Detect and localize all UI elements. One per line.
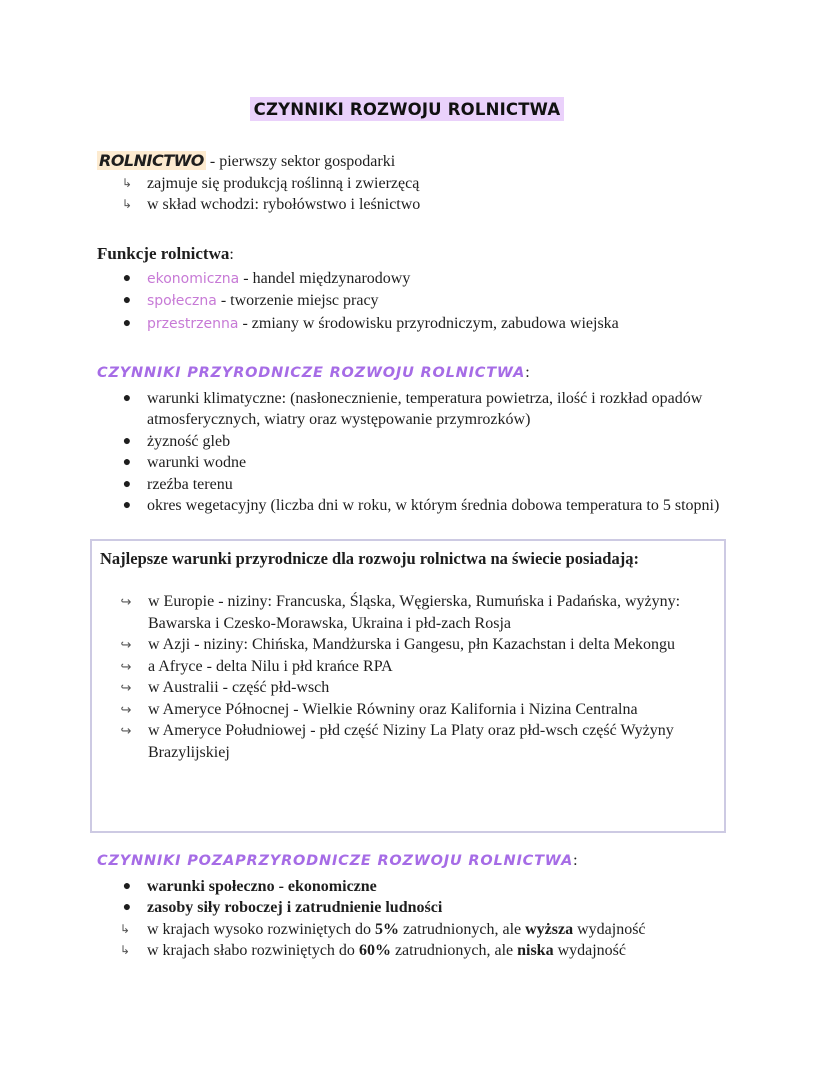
przyrodnicze-section: CZYNNIKI PRZYRODNICZE ROZWOJU ROLNICTWA: ● warunki klimatyczne: (nasłonecznienie, temperatura powietrza, ilość i rozkład opadów atmosferycznych, wiatry oraz występowanie przymrozków) ● żyzność gleb ● warunki wodne ● rzeźba terenu ● okres wegetacyjny (liczba dni w roku, w którym średnia dobowa temperatura to 5 stopni): [97, 362, 747, 517]
list-item: ↪ w Azji - niziny: Chińska, Mandżurska i Gangesu, płn Kazachstan i delta Mekongu: [100, 634, 720, 656]
right-arrow-icon: ↪: [120, 680, 132, 695]
box-heading: Najlepsze warunki przyrodnicze dla rozwoju rolnictwa na świecie posiadają:: [100, 549, 639, 568]
rolnictwo-definition-text: - pierwszy sektor gospodarki: [205, 153, 396, 170]
bullet-icon: ●: [122, 498, 132, 513]
rolnictwo-term: ROLNICTWO: [99, 151, 204, 170]
list-item: ● żyzność gleb: [97, 431, 747, 453]
right-arrow-icon: ↪: [120, 594, 132, 609]
best-conditions-box: [90, 539, 726, 833]
right-arrow-icon: ↪: [120, 723, 132, 738]
list-item: ● zasoby siły roboczej i zatrudnienie ludności: [97, 897, 747, 919]
rolnictwo-definition: [97, 150, 737, 216]
list-item: ↪ w Ameryce Północnej - Wielkie Równiny oraz Kalifornia i Nizina Centralna: [100, 699, 720, 721]
hook-arrow-icon: ↳: [121, 175, 133, 190]
list-item: ● warunki klimatyczne: (nasłonecznienie, temperatura powietrza, ilość i rozkład opadów atmosferycznych, wiatry oraz występowanie przymrozków): [97, 388, 747, 431]
title-wrap: [0, 97, 828, 121]
bullet-icon: ●: [122, 315, 132, 331]
funkcje-heading: Funkcje rolnictwa: [97, 244, 230, 263]
section-heading-przyrodnicze: CZYNNIKI PRZYRODNICZE ROZWOJU ROLNICTWA: [97, 365, 526, 381]
right-arrow-icon: ↪: [120, 701, 132, 717]
list-item: ↪ w Australii - część płd-wsch: [100, 677, 720, 699]
funkcje-section: Funkcje rolnictwa: ● ekonomiczna - handel międzynarodowy ● społeczna - tworzenie miejsc pracy ● przestrzenna - zmiany w środowisku przyrodniczym, zabudowa wiejska: [97, 243, 737, 335]
best-conditions-list: [100, 591, 720, 763]
list-item: ● warunki społeczno - ekonomiczne: [97, 876, 747, 898]
list-item: ● rzeźba terenu: [97, 474, 747, 496]
pozaprzyrodnicze-list: [97, 876, 747, 919]
funkcje-list: [97, 268, 737, 336]
rolnictwo-sub-list: [97, 173, 737, 216]
function-term: ekonomiczna: [147, 270, 240, 287]
section-heading-pozaprzyrodnicze: CZYNNIKI POZAPRZYRODNICZE ROZWOJU ROLNICTWA: [97, 853, 574, 869]
bullet-icon: ●: [122, 293, 132, 308]
hook-arrow-icon: ↳: [121, 197, 133, 211]
list-item: ↪ w Ameryce Południowej - płd część Niziny La Platy oraz płd-wsch część Wyżyny Brazylijskiej: [100, 720, 720, 763]
list-item: ↳ w krajach wysoko rozwiniętych do 5% zatrudnionych, ale wyższa wydajność: [97, 919, 747, 941]
function-term: przestrzenna: [147, 315, 239, 332]
bullet-icon: ●: [122, 878, 132, 894]
list-item: ● przestrzenna - zmiany w środowisku przyrodniczym, zabudowa wiejska: [97, 313, 737, 336]
right-arrow-icon: ↪: [120, 637, 132, 652]
bullet-icon: ●: [122, 455, 132, 470]
employment-sub-list: [97, 919, 747, 962]
bullet-icon: ●: [122, 476, 132, 492]
bullet-icon: ●: [122, 270, 132, 286]
function-term: społeczna: [147, 293, 217, 309]
pozaprzyrodnicze-section: CZYNNIKI POZAPRZYRODNICZE ROZWOJU ROLNICTWA: ● warunki społeczno - ekonomiczne ● zasoby siły roboczej i zatrudnienie ludności ↳ w krajach wysoko rozwiniętych do 5% zatrudnionych, ale wyższa wydajność ↳ w krajach słabo rozwiniętych do 60% zatrudnionych, ale niska wydajność: [97, 850, 747, 962]
list-item: ↪ a Afryce - delta Nilu i płd krańce RPA: [100, 656, 720, 678]
list-item: ↳ w krajach słabo rozwiniętych do 60% zatrudnionych, ale niska wydajność: [97, 940, 747, 962]
list-item: ● okres wegetacyjny (liczba dni w roku, w którym średnia dobowa temperatura to 5 stopni): [97, 495, 747, 517]
list-item: ↪ w Europie - niziny: Francuska, Śląska, Węgierska, Rumuńska i Padańska, wyżyny: Bawarska i Czesko-Morawska, Ukraina i płd-zach Rosja: [100, 591, 720, 634]
bullet-icon: ●: [122, 390, 132, 406]
bullet-icon: ●: [122, 433, 132, 449]
list-item: ● warunki wodne: [97, 452, 747, 474]
right-arrow-icon: ↪: [120, 658, 132, 674]
hook-arrow-icon: ↳: [119, 921, 131, 936]
hook-arrow-icon: ↳: [119, 943, 131, 957]
list-item: ↳ zajmuje się produkcją roślinną i zwierzęcą: [97, 173, 737, 195]
list-item: ↳ w skład wchodzi: rybołówstwo i leśnictwo: [97, 194, 737, 216]
list-item: ● ekonomiczna - handel międzynarodowy: [97, 268, 737, 291]
page-title: CZYNNIKI ROZWOJU ROLNICTWA: [250, 97, 565, 121]
list-item: ● społeczna - tworzenie miejsc pracy: [97, 290, 737, 313]
przyrodnicze-list: [97, 388, 747, 517]
bullet-icon: ●: [122, 900, 132, 915]
